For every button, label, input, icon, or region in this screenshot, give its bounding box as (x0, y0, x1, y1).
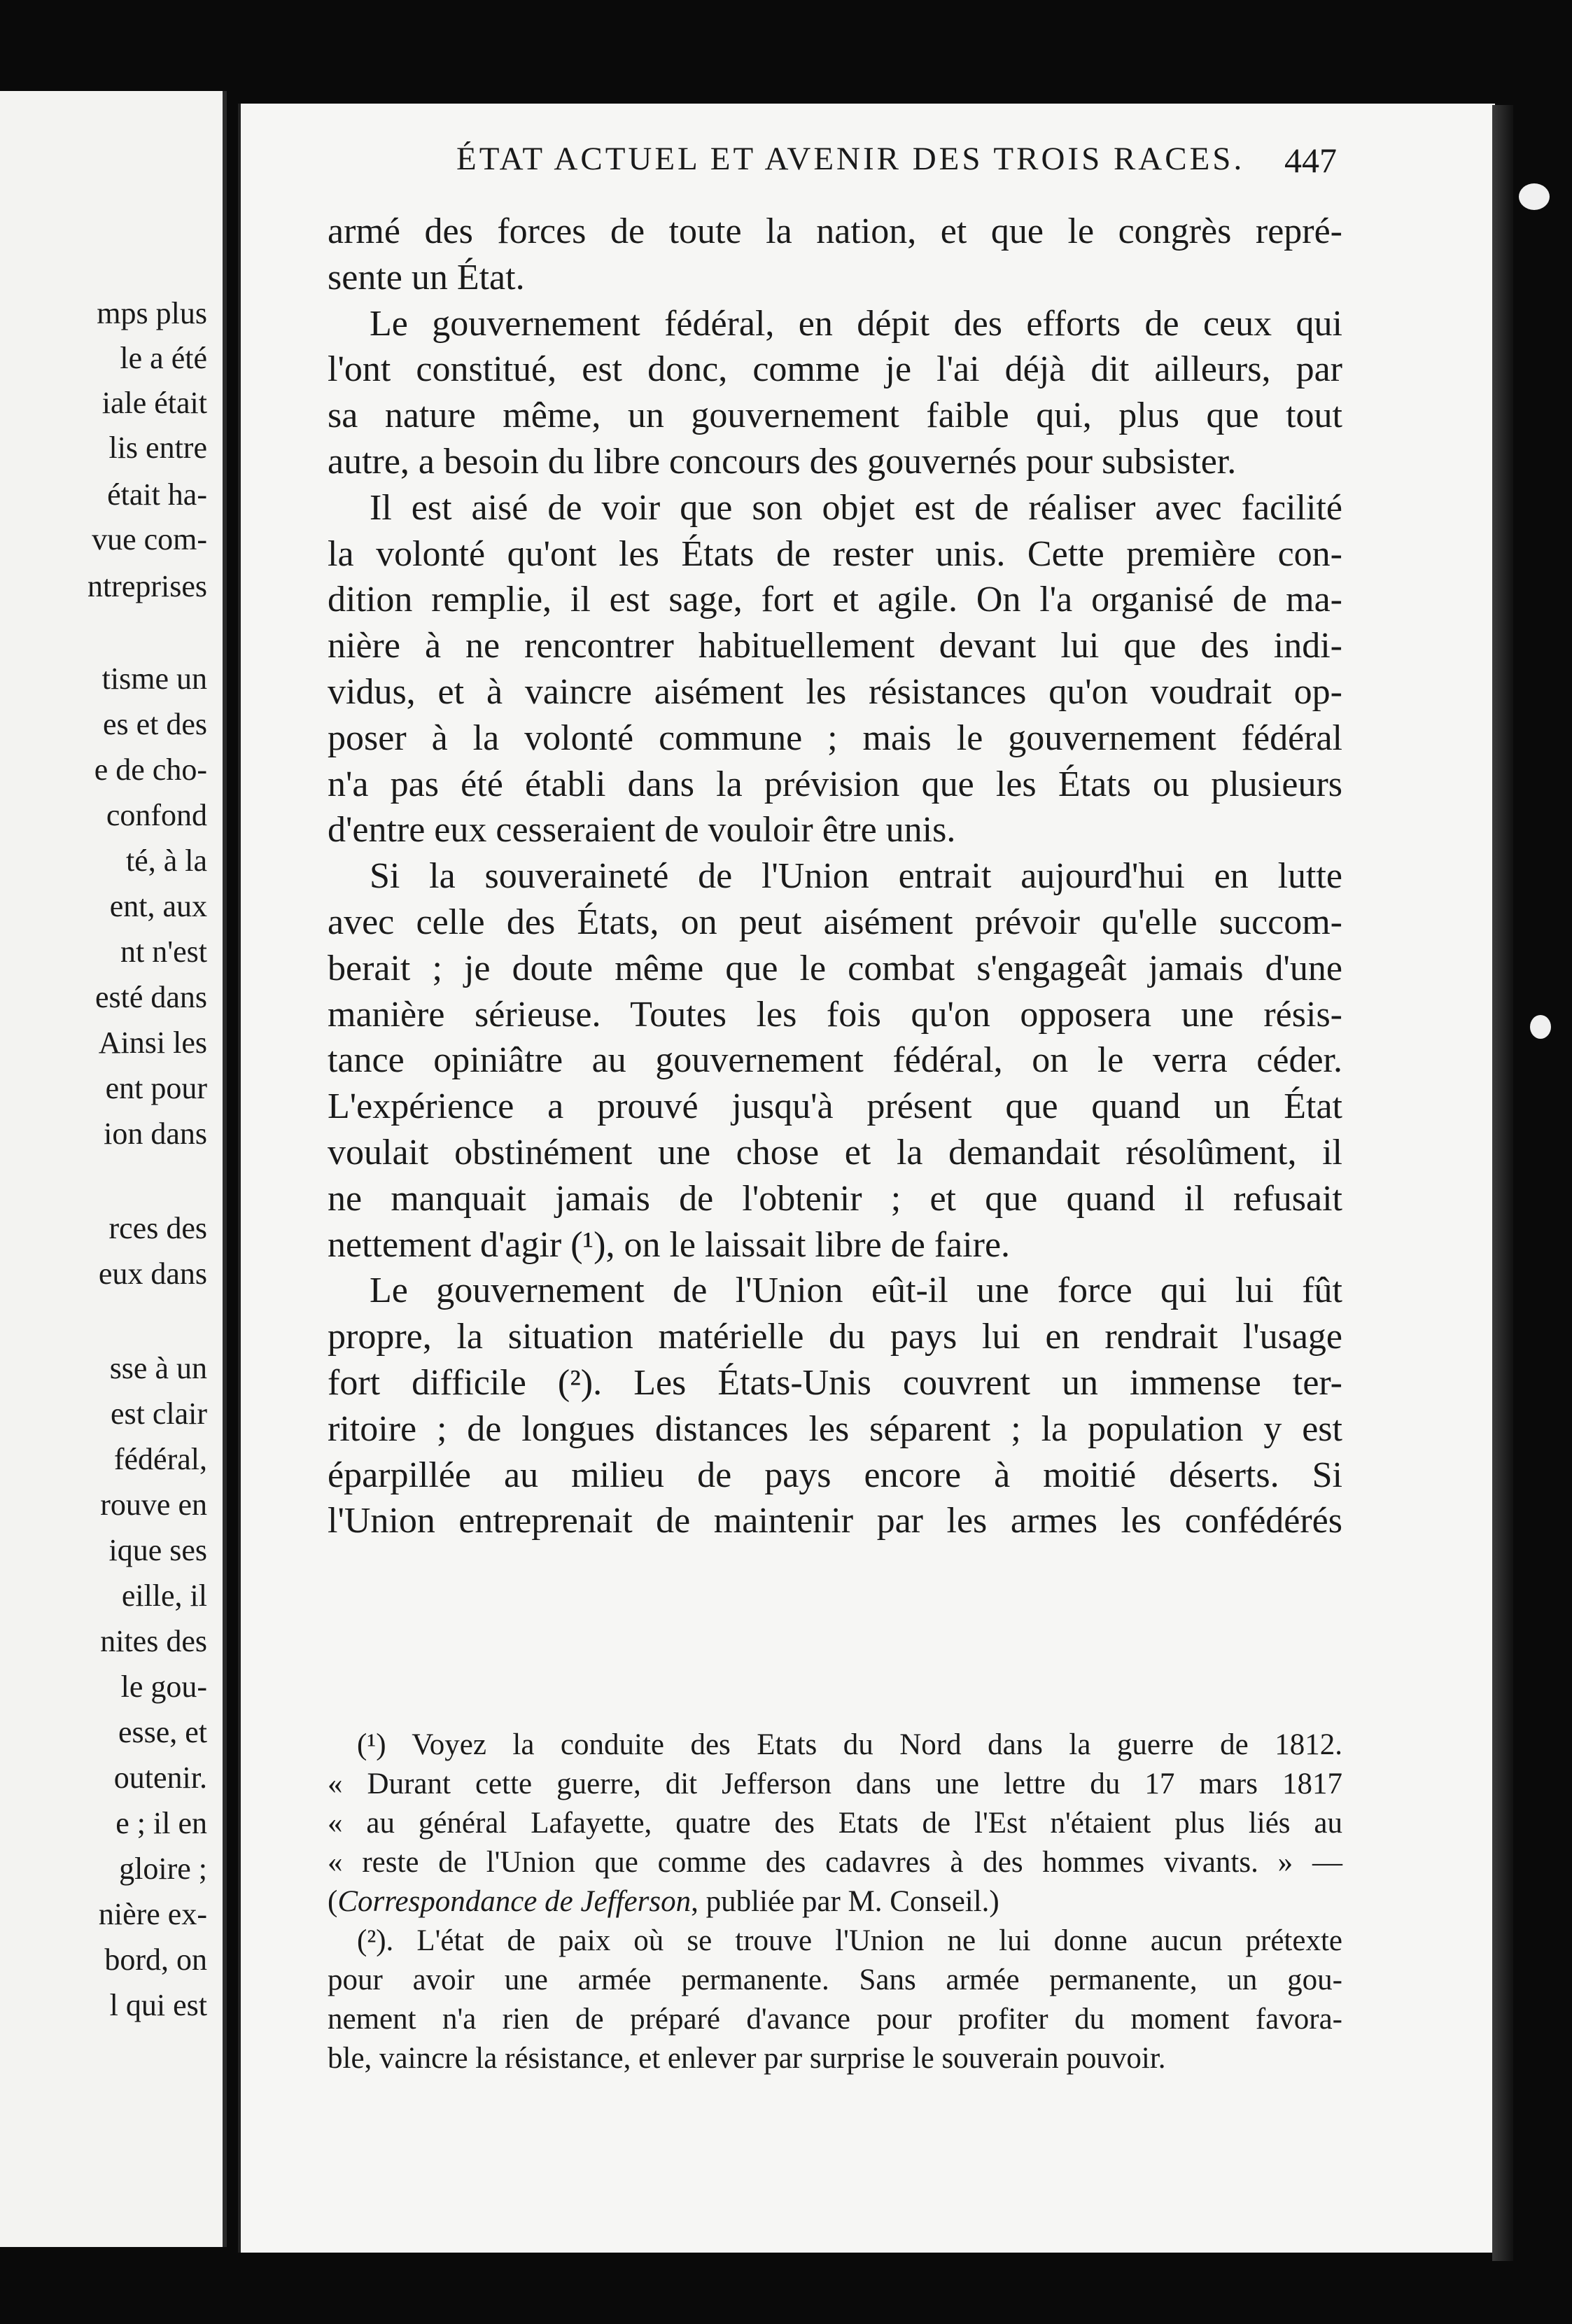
body-line: poser à la volonté commune ; mais le gouvernement fédéral (328, 718, 1342, 758)
left-page-line: le gou- (120, 1670, 207, 1704)
left-page-line: e ; il en (115, 1806, 207, 1840)
left-page-line: nites des (100, 1624, 207, 1658)
body-line: tance opiniâtre au gouvernement fédéral, on le verra céder. (328, 1040, 1342, 1081)
body-line: Le gouvernement fédéral, en dépit des efforts de ceux qui (370, 303, 1342, 344)
body-line: L'expérience a prouvé jusqu'à présent que quand un État (328, 1086, 1342, 1127)
footnote-line: nement n'a rien de préparé d'avance pour profiter du moment favora- (328, 2003, 1342, 2036)
footnote-line: ble, vaincre la résistance, et enlever par surprise le souverain pouvoir. (328, 2042, 1166, 2075)
body-line: l'ont constitué, est donc, comme je l'ai déjà dit ailleurs, par (328, 349, 1342, 390)
footnote-line: « reste de l'Union que comme des cadavres à des hommes vivants. » — (328, 1846, 1342, 1879)
body-line: propre, la situation matérielle du pays lui en rendrait l'usage (328, 1317, 1342, 1357)
left-page-line: té, à la (125, 844, 207, 878)
scan-speck (1519, 183, 1550, 210)
left-page-line: lis entre (108, 430, 207, 465)
page-number: 447 (1284, 141, 1337, 180)
body-line: n'a pas été établi dans la prévision que les États ou plusieurs (328, 764, 1342, 804)
left-page-line: confond (106, 798, 207, 832)
footnotes (328, 1726, 1342, 2078)
left-page-line: esse, et (118, 1715, 207, 1749)
body-line: la volonté qu'ont les États de rester unis. Cette première con- (328, 533, 1342, 574)
body-line: berait ; je doute même que le combat s'engageât jamais d'une (328, 948, 1342, 988)
body-line: éparpillée au milieu de pays encore à moitié déserts. Si (328, 1455, 1342, 1495)
body-line: autre, a besoin du libre concours des gouvernés pour subsister. (328, 441, 1237, 482)
body-line: armé des forces de toute la nation, et que le congrès repré- (328, 211, 1342, 251)
left-page-line: était ha- (107, 477, 207, 512)
body-line: dition remplie, il est sage, fort et agile. On l'a organisé de ma- (328, 580, 1342, 620)
left-page-line: nt n'est (120, 934, 207, 969)
body-line: Si la souveraineté de l'Union entrait aujourd'hui en lutte (370, 856, 1342, 897)
body-line: sente un État. (328, 257, 525, 298)
body-line: nettement d'agir (¹), on le laissait libre de faire. (328, 1224, 1011, 1265)
left-page-line: esté dans (94, 980, 207, 1014)
body-line: d'entre eux cesseraient de vouloir être unis. (328, 810, 956, 850)
body-line: sa nature même, un gouvernement faible qui, plus que tout (328, 396, 1342, 436)
page-edge (1492, 105, 1513, 2261)
left-page-line: e de cho- (94, 752, 207, 787)
left-page-line: es et des (102, 707, 207, 741)
left-page-line: rces des (108, 1211, 207, 1245)
footnote-line: (²). L'état de paix où se trouve l'Union ne lui donne aucun prétexte (357, 1924, 1342, 1957)
left-page-line: Ainsi les (98, 1026, 207, 1060)
footnote-line (328, 1882, 1342, 1921)
left-page-line: tisme un (101, 662, 207, 696)
body-line: avec celle des États, on peut aisément prévoir qu'elle succom- (328, 902, 1342, 942)
previous-page-fragment (0, 91, 227, 2247)
running-title: ÉTAT ACTUEL ET AVENIR DES TROIS RACES. (456, 141, 1245, 177)
left-page-line: nière ex- (98, 1897, 207, 1931)
footnote-prefix: ( (328, 1885, 338, 1918)
body-line: voulait obstinément une chose et la demandait résolûment, il (328, 1132, 1342, 1172)
left-page-line: ion dans (104, 1116, 207, 1151)
left-page-line: iale était (101, 386, 207, 420)
footnote-line: « Durant cette guerre, dit Jefferson dans une lettre du 17 mars 1817 (328, 1768, 1342, 1800)
left-page-line: l qui est (109, 1988, 207, 2022)
footnote-line: pour avoir une armée permanente. Sans armée permanente, un gou- (328, 1963, 1342, 1996)
left-page-line: le a été (120, 341, 207, 375)
left-page-line: est clair (110, 1396, 207, 1431)
footnote-line: (¹) Voyez la conduite des Etats du Nord dans la guerre de 1812. (357, 1728, 1342, 1761)
left-page-line: mps plus (97, 296, 207, 330)
running-header (224, 140, 1337, 189)
body-text (328, 209, 1342, 1544)
left-page-line: sse à un (109, 1351, 207, 1385)
body-line: Le gouvernement de l'Union eût-il une force qui lui fût (370, 1270, 1342, 1311)
body-line: Il est aisé de voir que son objet est de réaliser avec facilité (370, 487, 1342, 528)
left-page-line: ntreprises (87, 569, 207, 603)
body-line: l'Union entreprenait de maintenir par les armes les confédérés (328, 1501, 1342, 1541)
left-page-line: bord, on (104, 1942, 207, 1977)
body-line: vidus, et à vaincre aisément les résistances qu'on voudrait op- (328, 671, 1342, 712)
body-line: manière sérieuse. Toutes les fois qu'on opposera une résis- (328, 994, 1342, 1035)
footnote-line: « au général Lafayette, quatre des Etats de l'Est n'étaient plus liés au (328, 1807, 1342, 1840)
scan-speck (1530, 1015, 1551, 1039)
body-line: nière à ne rencontrer habituellement devant lui que des indi- (328, 626, 1342, 666)
left-page-line: ique ses (108, 1533, 207, 1567)
body-line: ritoire ; de longues distances les séparent ; la population y est (328, 1408, 1342, 1449)
body-line: fort difficile (²). Les États-Unis couvrent un immense ter- (328, 1362, 1342, 1403)
left-page-line: ent, aux (109, 889, 207, 923)
left-page-line: fédéral, (113, 1442, 207, 1476)
body-line: ne manquait jamais de l'obtenir ; et que quand il refusait (328, 1178, 1342, 1219)
footnote-italic-title: Correspondance de Jefferson (337, 1885, 692, 1918)
left-page-line: eille, il (121, 1578, 207, 1613)
left-page-line: outenir. (113, 1760, 207, 1795)
left-page-line: rouve en (100, 1488, 207, 1522)
footnote-text: , publiée par M. Conseil.) (691, 1885, 999, 1918)
left-page-line: gloire ; (119, 1851, 207, 1886)
left-page-line: ent pour (105, 1071, 207, 1105)
left-page-line: eux dans (98, 1256, 207, 1291)
left-page-line: vue com- (92, 522, 207, 556)
